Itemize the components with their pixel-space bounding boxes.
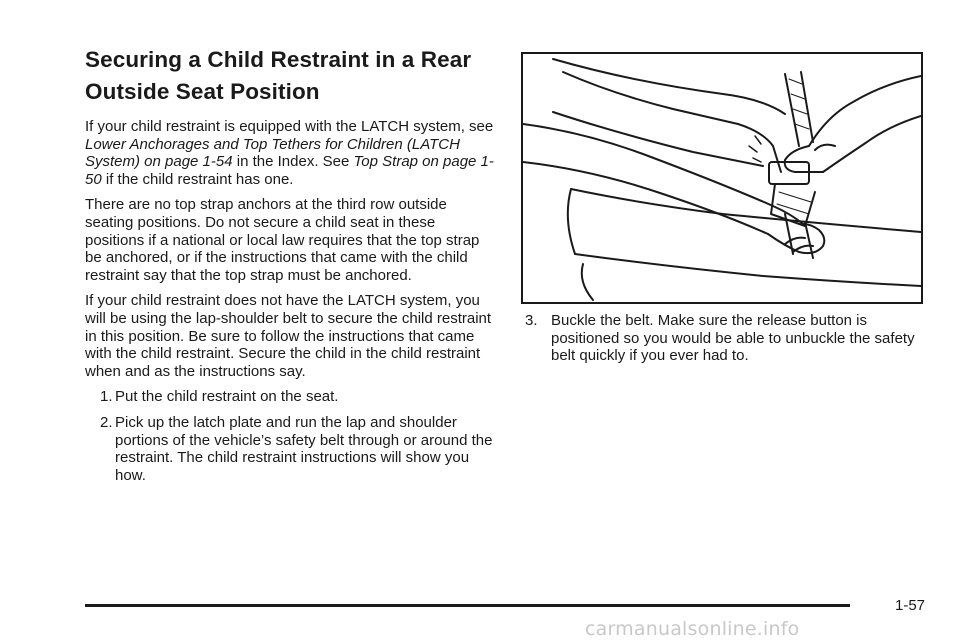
step-text: Buckle the belt. Make sure the release button is positioned so you would be able to unbuckle the safety belt quickly if you ever had to. xyxy=(551,312,915,365)
step-number: 1. xyxy=(100,388,113,406)
page-number: 1-57 xyxy=(895,597,926,614)
right-column xyxy=(521,52,925,373)
list-item xyxy=(85,388,495,406)
list-item xyxy=(521,312,925,365)
top-strap-reference-link[interactable]: Top Strap on page 1-50 xyxy=(85,153,494,188)
page-title: Securing a Child Restraint in a Rear Outside Seat Position xyxy=(85,47,472,104)
steps-list xyxy=(85,388,495,484)
step-number: 2. xyxy=(100,413,113,431)
steps-list-continued xyxy=(521,312,925,365)
step-number: 3. xyxy=(525,312,538,329)
illustration-frame xyxy=(521,52,923,304)
latch-reference-link[interactable]: Lower Anchorages and Top Tethers for Children (LATCH System) on page 1-54 xyxy=(85,135,460,171)
top-strap-paragraph: There are no top strap anchors at the third row outside seating positions. Do not secure a child seat in these positions if a national or local law requires that the top strap be anchored, or if the instructions that came with the child restraint say that the top strap must be anchored. xyxy=(85,196,480,284)
latch-paragraph: If your child restraint is equipped with the LATCH system, see Lower Anchorages and Top Tethers for Children (LATCH System) on page 1-54 in the Index. See Top Strap on page 1-50 if the child restraint has one. xyxy=(85,118,494,188)
watermark: carmanualsonline.info xyxy=(585,618,800,640)
list-item xyxy=(85,414,495,484)
footer-rule xyxy=(85,604,850,607)
left-column xyxy=(85,44,495,492)
no-latch-paragraph: If your child restraint does not have the LATCH system, you will be using the lap-shoulder belt to secure the child restraint in this position. Be sure to follow the instructions that came with the child restraint. Secure the child in the child restraint when and as the instructions say. xyxy=(85,292,492,380)
step-text: Pick up the latch plate and run the lap and shoulder portions of the vehicle’s safety belt through or around the restraint. The child restraint instructions will show you how. xyxy=(115,413,493,484)
buckling-belt-illustration xyxy=(523,54,921,302)
step-text: Put the child restraint on the seat. xyxy=(115,388,339,406)
